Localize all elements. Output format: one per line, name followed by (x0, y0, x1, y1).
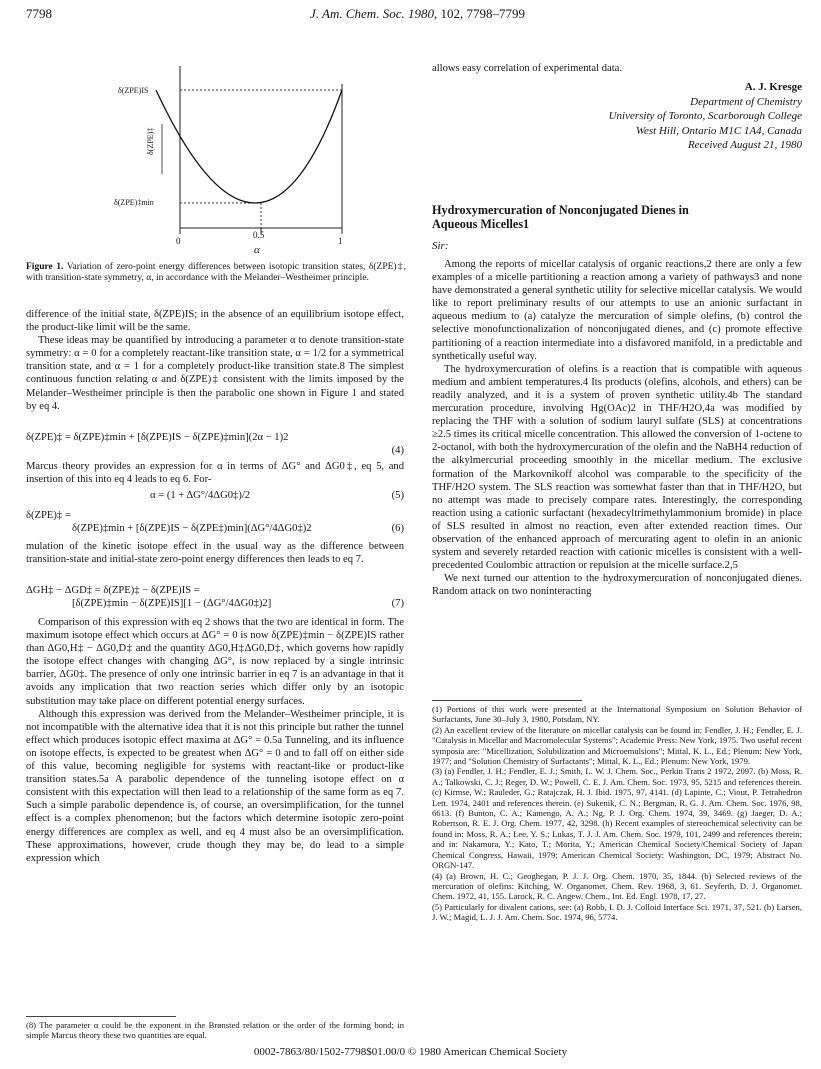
affiliation-3: West Hill, Ontario M1C 1A4, Canada (635, 124, 802, 137)
equation-6: δ(ZPE)‡ = δ(ZPE)‡min + [δ(ZPE)IS − δ(ZPE‡)min](ΔG°/4ΔG0‡)2 (6) (26, 510, 404, 535)
footnote-2: (2) An excellent review of the literature on micellar catalysis can be found in: Fendler, J. H.; Fendler, E. J. "Catalysis in Micellar and Macromolecular Systems"; Academic Press: New York, 1975. Two useful recent symposia are: "Micellization, Solubilization and Microemulsions"; Mittal, K. L., Ed.; Plenum: New York, 1977; and "Solution Chemistry of Surfactants"; Mittal, K. L., Ed.; Plenum: New York, 1979. (432, 724, 802, 767)
right-paragraph-3: We next turned our attention to the hydroxymercuration of nonconjugated dienes. Random attack on two noninteracting (432, 573, 802, 598)
left-paragraph-5: Comparison of this expression with eq 2 shows that the two are identical in form. The maximum isotope effect which occurs at ΔG° = 0 is now δ(ZPE)‡min − δ(ZPE)IS rather than ΔG0,H‡ − ΔG0,D‡ and the quantity ΔG0,H‡ΔG0,D‡, which governs how rapidly the isotope effect changes with changing ΔG°, is now replaced by a single intrinsic barrier, ΔG0‡. The presence of only one intrinsic barrier in eq 7 is an advantage in that it avoids any implication that two reaction series which differ only by an isotopic substitution may take place on different potential energy surfaces. (26, 617, 404, 707)
footnote-5: (5) Particularly for divalent cations, see: (a) Robb, I. D. J. Colloid Interface Sci. 1971, 37, 521. (b) Larsen, J. W.; Magid, L. J. J. Am. Chem. Soc. 1974, 96, 5774. (432, 901, 802, 923)
author-block (432, 80, 802, 153)
footnote-4: (4) (a) Brown, H. C.; Geoghegan, P. J. J. Org. Chem. 1970, 35, 1844. (b) Selected reviews of the mercuration of olefins: Kitching, W. Organomet. Chem. Rev. 1968, 3, 61. Seyferth, D. J. Organomet. Chem. 1972, 41, 155. Larock, R. C. Angew. Chem., Int. Ed. Engl. 1978, 17, 27. (432, 870, 802, 902)
y-label-bottom: δ(ZPE)‡min (114, 198, 154, 207)
figure-caption (26, 262, 406, 285)
left-column-c (26, 540, 404, 566)
right-column-body (432, 258, 802, 598)
x-tick-1: 1 (338, 236, 343, 246)
footnote-3: (3) (a) Fendler, J. H.; Fendler, E. J.; Smith, L. W. J. Chem. Soc., Perkin Trans 2 1972, 2097. (b) Moss, R. A.; Talkowski, C. J.; Reger, D. W.; Powell, C. E. J. Am. Chem. Soc. 1973, 95, 5215 and references therein. (c) Kirmse, W.; Rauleder, G.; Ratajczak, H. J. Ibid. 1975, 97, 4141. (d) Lapinte, C.; Viout, P. Tetrahedron Lett. 1974, 2401 and references therein. (e) Sukenik, C. N.; Bergman, R. G. J. Am. Chem. Soc. 1976, 98, 6613. (f) Bunton, C. A.; Kamengo, A. A.; Ng, P. J. Org. Chem. 1974, 39, 3469. (g) Jaeger, D. A.; Robertson, R. E. J. Org. Chem. 1977, 42, 3298. (h) Recent examples of stereochemical selectivity can be found in: Moss, R. A.; Lee, Y. S.; Lukas, T. J. J. Am. Chem. Soc. 1979, 101, 2499 and references therein; and in: Nakamura, Y.; Kato, T.; Morita, Y.; American Chemical Society/Chemical Society of Japan Chemical Congress, Hawaii, 1979; American Chemical Society: Washington, DC, 1979; Abstract No. ORGN-147. (432, 766, 802, 871)
equation-7: ΔGH‡ − ΔGD‡ = δ(ZPE)‡ − δ(ZPE)IS = [δ(ZPE)‡min − δ(ZPE)IS][1 − (ΔG°/4ΔG0‡)2] (7) (26, 585, 404, 610)
footnote-rule-right (432, 700, 582, 701)
left-column (26, 308, 404, 413)
left-paragraph-1: difference of the initial state, δ(ZPE)IS; in the absence of an equilibrium isotope effect, the product-like limit will be the same. (26, 309, 404, 334)
right-paragraph-0: allows easy correlation of experimental data. (432, 63, 623, 74)
journal-volume: , 102, 7798–7799 (433, 6, 525, 21)
salutation: Sir: (432, 240, 449, 252)
right-paragraph-1: Among the reports of micellar catalysis of organic reactions,2 there are only a few examples of a micelle partitioning a reaction among a variety of pathways3 and none have demonstrated a general synthetic utility for selective micellar catalysis. We would like to report preliminary results of our attempts to use an anionic surfactant in aqueous medium to (a) catalyze the mercuration of simple olefins, (b) control the selective monofunctionalization of nonconjugated dienes, and (c) promote effective partitioning of a reaction intermediate into a disfavored manifold, in a predictable and synthetically useful way. (432, 259, 802, 362)
x-axis-label: α (254, 244, 260, 256)
left-paragraph-6: Although this expression was derived from the Melander–Westheimer principle, it is not incompatible with the alternative idea that it is not this principle but rather the tunnel effect which produces isotopic effect maxima at ΔG° = 0.5a Tunneling, and its influence on isotope effects, is expected to be greatest when ΔG° = 0 and to fall off on either side of this value, becoming negligible for systems with reactant-like or product-like transition states.5a A parabolic dependence of the tunneling isotope effect on α consistent with this expectation will then lead to a relationship of the same form as eq 7. Such a simple parabolic dependence is, of course, an oversimplification, for the tunnel effect is a complex phenomenon; but the factors which determine isotopic zero-point energy differences are complex as well, and eq 4 must also be an oversimplification. These approximations, however, crude though they may be, do lead to a simple expression which (26, 708, 404, 864)
page-number: 7798 (26, 6, 52, 21)
footnote-8: (8) The parameter α could be the exponent in the Brønsted relation or the order of the forming bond; in simple Marcus theory these two quantities are equal. (26, 1020, 404, 1041)
left-paragraph-4: mulation of the kinetic isotope effect in the usual way as the difference between transition-state and initial-state zero-point energy differences then leads to eq 7. (26, 541, 404, 566)
left-paragraph-2: These ideas may be quantified by introducing a parameter α to denote transition-state symmetry: α = 0 for a completely reactant-like transition state, α = 1/2 for a symmetrical transition state, and α = 1 for a completely product-like transition state.8 The simplest continuous function relating α and δ(ZPE)‡ consistent with the limits imposed by the Melander–Westheimer principle is then the parabolic one shown in Figure 1 and stated by eq 4. (26, 335, 404, 412)
parabola-curve (156, 90, 342, 203)
right-column-top (432, 62, 802, 75)
received-date: Received August 21, 1980 (687, 139, 802, 152)
journal-year: 1980 (407, 6, 434, 21)
equation-5: α = (1 + ΔG°/4ΔG0‡)/2 (5) (150, 490, 404, 501)
running-header (310, 6, 525, 22)
caption-text: Variation of zero-point energy differences between isotopic transition states, δ(ZPE)‡, with transition-state symmetry, α, in accordance with the Melander–Westheimer principle. (26, 262, 406, 284)
article-title: Hydroxymercuration of Nonconjugated Dienes in Aqueous Micelles1 (432, 203, 689, 231)
footnote-rule-left (26, 1016, 176, 1017)
caption-label: Figure 1. (26, 262, 64, 272)
right-paragraph-2: The hydroxymercuration of olefins is a reaction that is compatible with aqueous medium and ambient temperatures.4 Its products (olefins, alcohols, and ethers) can be readily analyzed, and it is a system of proven synthetic utility.4b The standard mercuration procedure, involving Hg(OAc)2 in THF/H2O,4a was modified by replacing the THF with a solution of sodium lauryl sulfate (SLS) at concentrations ≥2.5 times its critical micelle concentration. This allowed the conversion of 1-octene to 2-octanol, with both the hydroxymercuration of the olefin and the NaBH4 reduction of the alkylmercurial proceeding smoothly in the micellar medium. The exclusive formation of the Markovnikoff alcohol was comparable to the specificity of the THF/H2O system. The SLS reaction was somewhat faster than that in THF/H2O, but no attempt was made to precisely compare rates. Interestingly, the corresponding reaction using a cationic surfactant (hexadecyltrimethylammonium bromide) in place of SLS resulted in almost no reaction, even after extended reaction times. Our observation of the enhanced approach of mercurating agent to olefin in an anionic system and severely retarded reaction with cationic micelles is consistent with a well-precedented Coulombic attraction or repulsion at the micelle surface.2,5 (432, 363, 802, 572)
affiliation-2: University of Toronto, Scarborough College (608, 110, 802, 123)
x-tick-0: 0 (176, 236, 181, 246)
left-column-d (26, 616, 404, 865)
y-label-mid: δ(ZPE)‡ (146, 127, 155, 155)
page-footer: 0002-7863/80/1502-7798$01.00/0 © 1980 American Chemical Society (253, 1046, 568, 1058)
x-tick-05: 0.5 (253, 230, 265, 240)
affiliation-1: Department of Chemistry (690, 95, 802, 108)
left-paragraph-3: Marcus theory provides an expression for α in terms of ΔG° and ΔG0‡, eq 5, and insertion of this into eq 4 leads to eq 6. For- (26, 461, 404, 486)
left-column-b (26, 460, 404, 486)
equation-4: δ(ZPE)‡ = δ(ZPE)‡min + [δ(ZPE)IS − δ(ZPE)‡min](2α − 1)2 (4) (26, 432, 404, 457)
footnote-1: (1) Portions of this work were presented at the International Symposium on Solution Behavior of Surfactants, June 30–July 3, 1980, Potsdam, NY. (432, 704, 802, 725)
journal-name: J. Am. Chem. Soc. (310, 6, 405, 21)
right-footnotes (432, 704, 802, 923)
author-name: A. J. Kresge (744, 81, 802, 93)
y-label-top: δ(ZPE)IS (118, 86, 149, 95)
